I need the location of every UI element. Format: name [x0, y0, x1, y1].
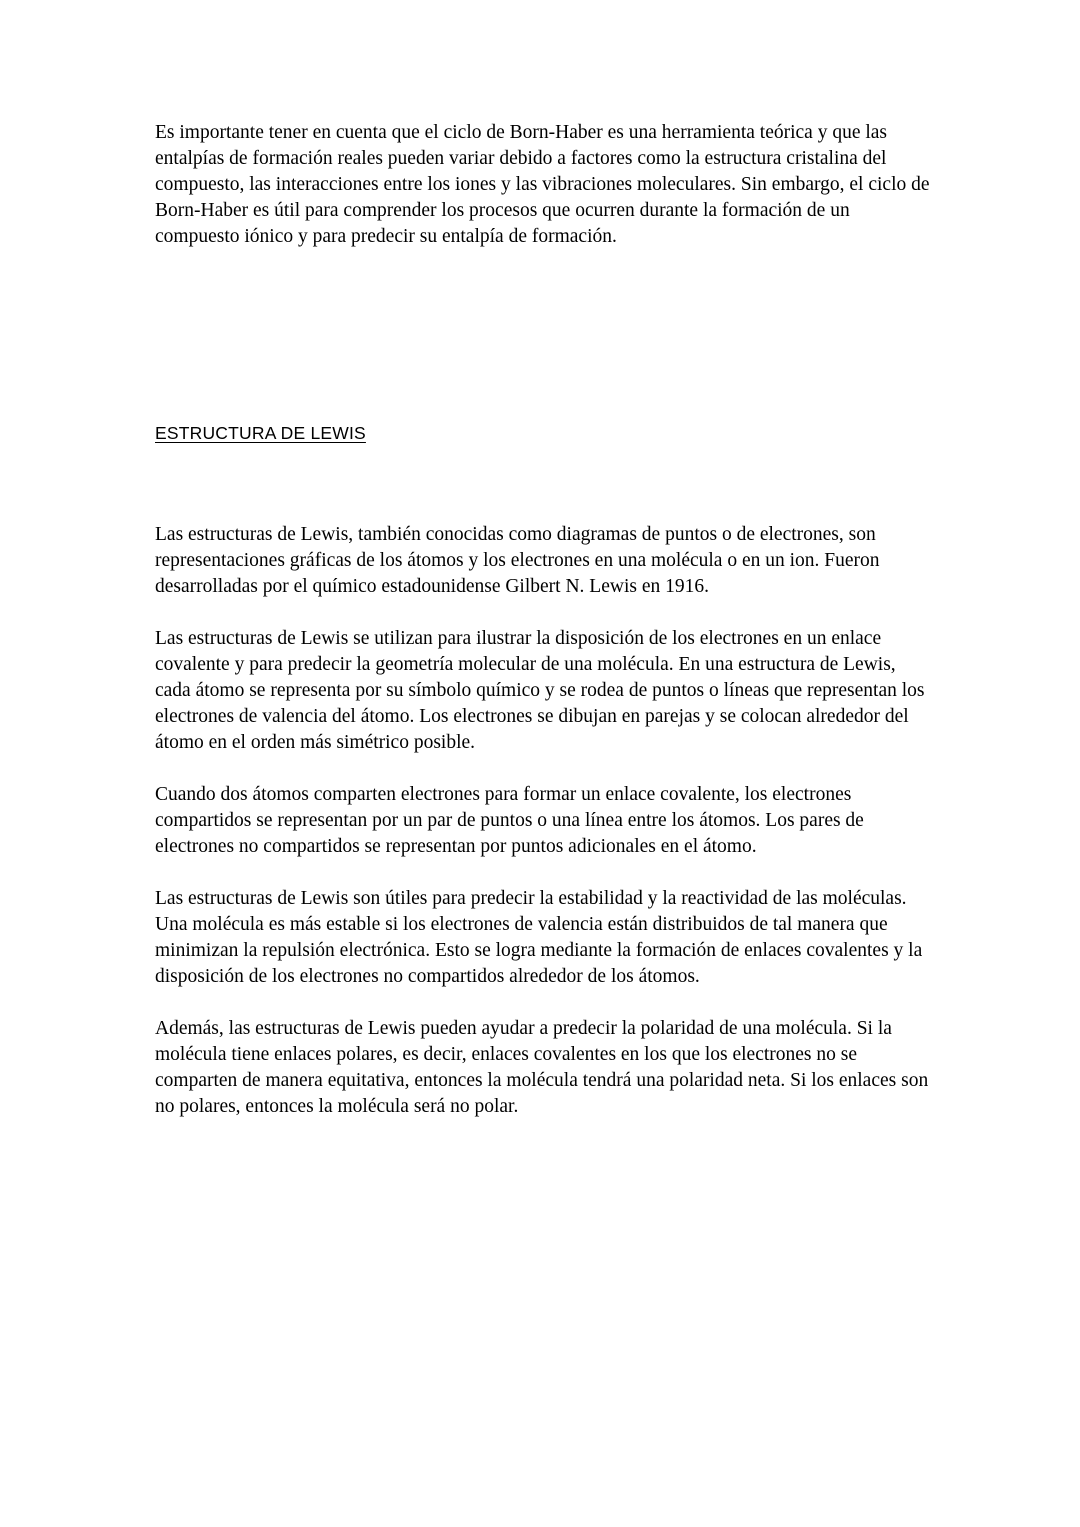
section-heading-estructura-de-lewis: ESTRUCTURA DE LEWIS [155, 423, 366, 443]
paragraph-born-haber-conclusion: Es importante tener en cuenta que el ciclo de Born-Haber es una herramienta teórica y que las entalpías de formación reales pueden variar debido a factores como la estructura cristalina del compuesto, las interacciones entre los iones y las vibraciones moleculares. Sin embargo, el ciclo de Born-Haber es útil para comprender los procesos que ocurren durante la formación de un compuesto iónico y para predecir su entalpía de formación. [155, 122, 930, 247]
paragraph-lewis-intro: Las estructuras de Lewis, también conocidas como diagramas de puntos o de electrones, son representaciones gráficas de los átomos y los electrones en una molécula o en un ion. Fueron desarrolladas por el químico estadounidense Gilbert N. Lewis en 1916. [155, 524, 880, 597]
paragraph-lewis-stability: Las estructuras de Lewis son útiles para predecir la estabilidad y la reactividad de las moléculas. Una molécula es más estable si los electrones de valencia están distribuidos de tal manera que minimizan la repulsión electrónica. Esto se logra mediante la formación de enlaces covalentes y la disposición de los electrones no compartidos alrededor de los átomos. [155, 888, 923, 987]
paragraph-lewis-polarity: Además, las estructuras de Lewis pueden ayudar a predecir la polaridad de una molécula. Si la molécula tiene enlaces polares, es decir, enlaces covalentes en los que los electrones no se comparten de manera equitativa, entonces la molécula tendrá una polaridad neta. Si los enlaces son no polares, entonces la molécula será no polar. [155, 1018, 929, 1117]
paragraph-lewis-usage: Las estructuras de Lewis se utilizan para ilustrar la disposición de los electrones en un enlace covalente y para predecir la geometría molecular de una molécula. En una estructura de Lewis, cada átomo se representa por su símbolo químico y se rodea de puntos o líneas que representan los electrones de valencia del átomo. Los electrones se dibujan en parejas y se colocan alrededor del átomo en el orden más simétrico posible. [155, 628, 925, 753]
paragraph-lewis-shared-electrons: Cuando dos átomos comparten electrones para formar un enlace covalente, los electrones compartidos se representan por un par de puntos o una línea entre los átomos. Los pares de electrones no compartidos se representan por puntos adicionales en el átomo. [155, 784, 864, 857]
